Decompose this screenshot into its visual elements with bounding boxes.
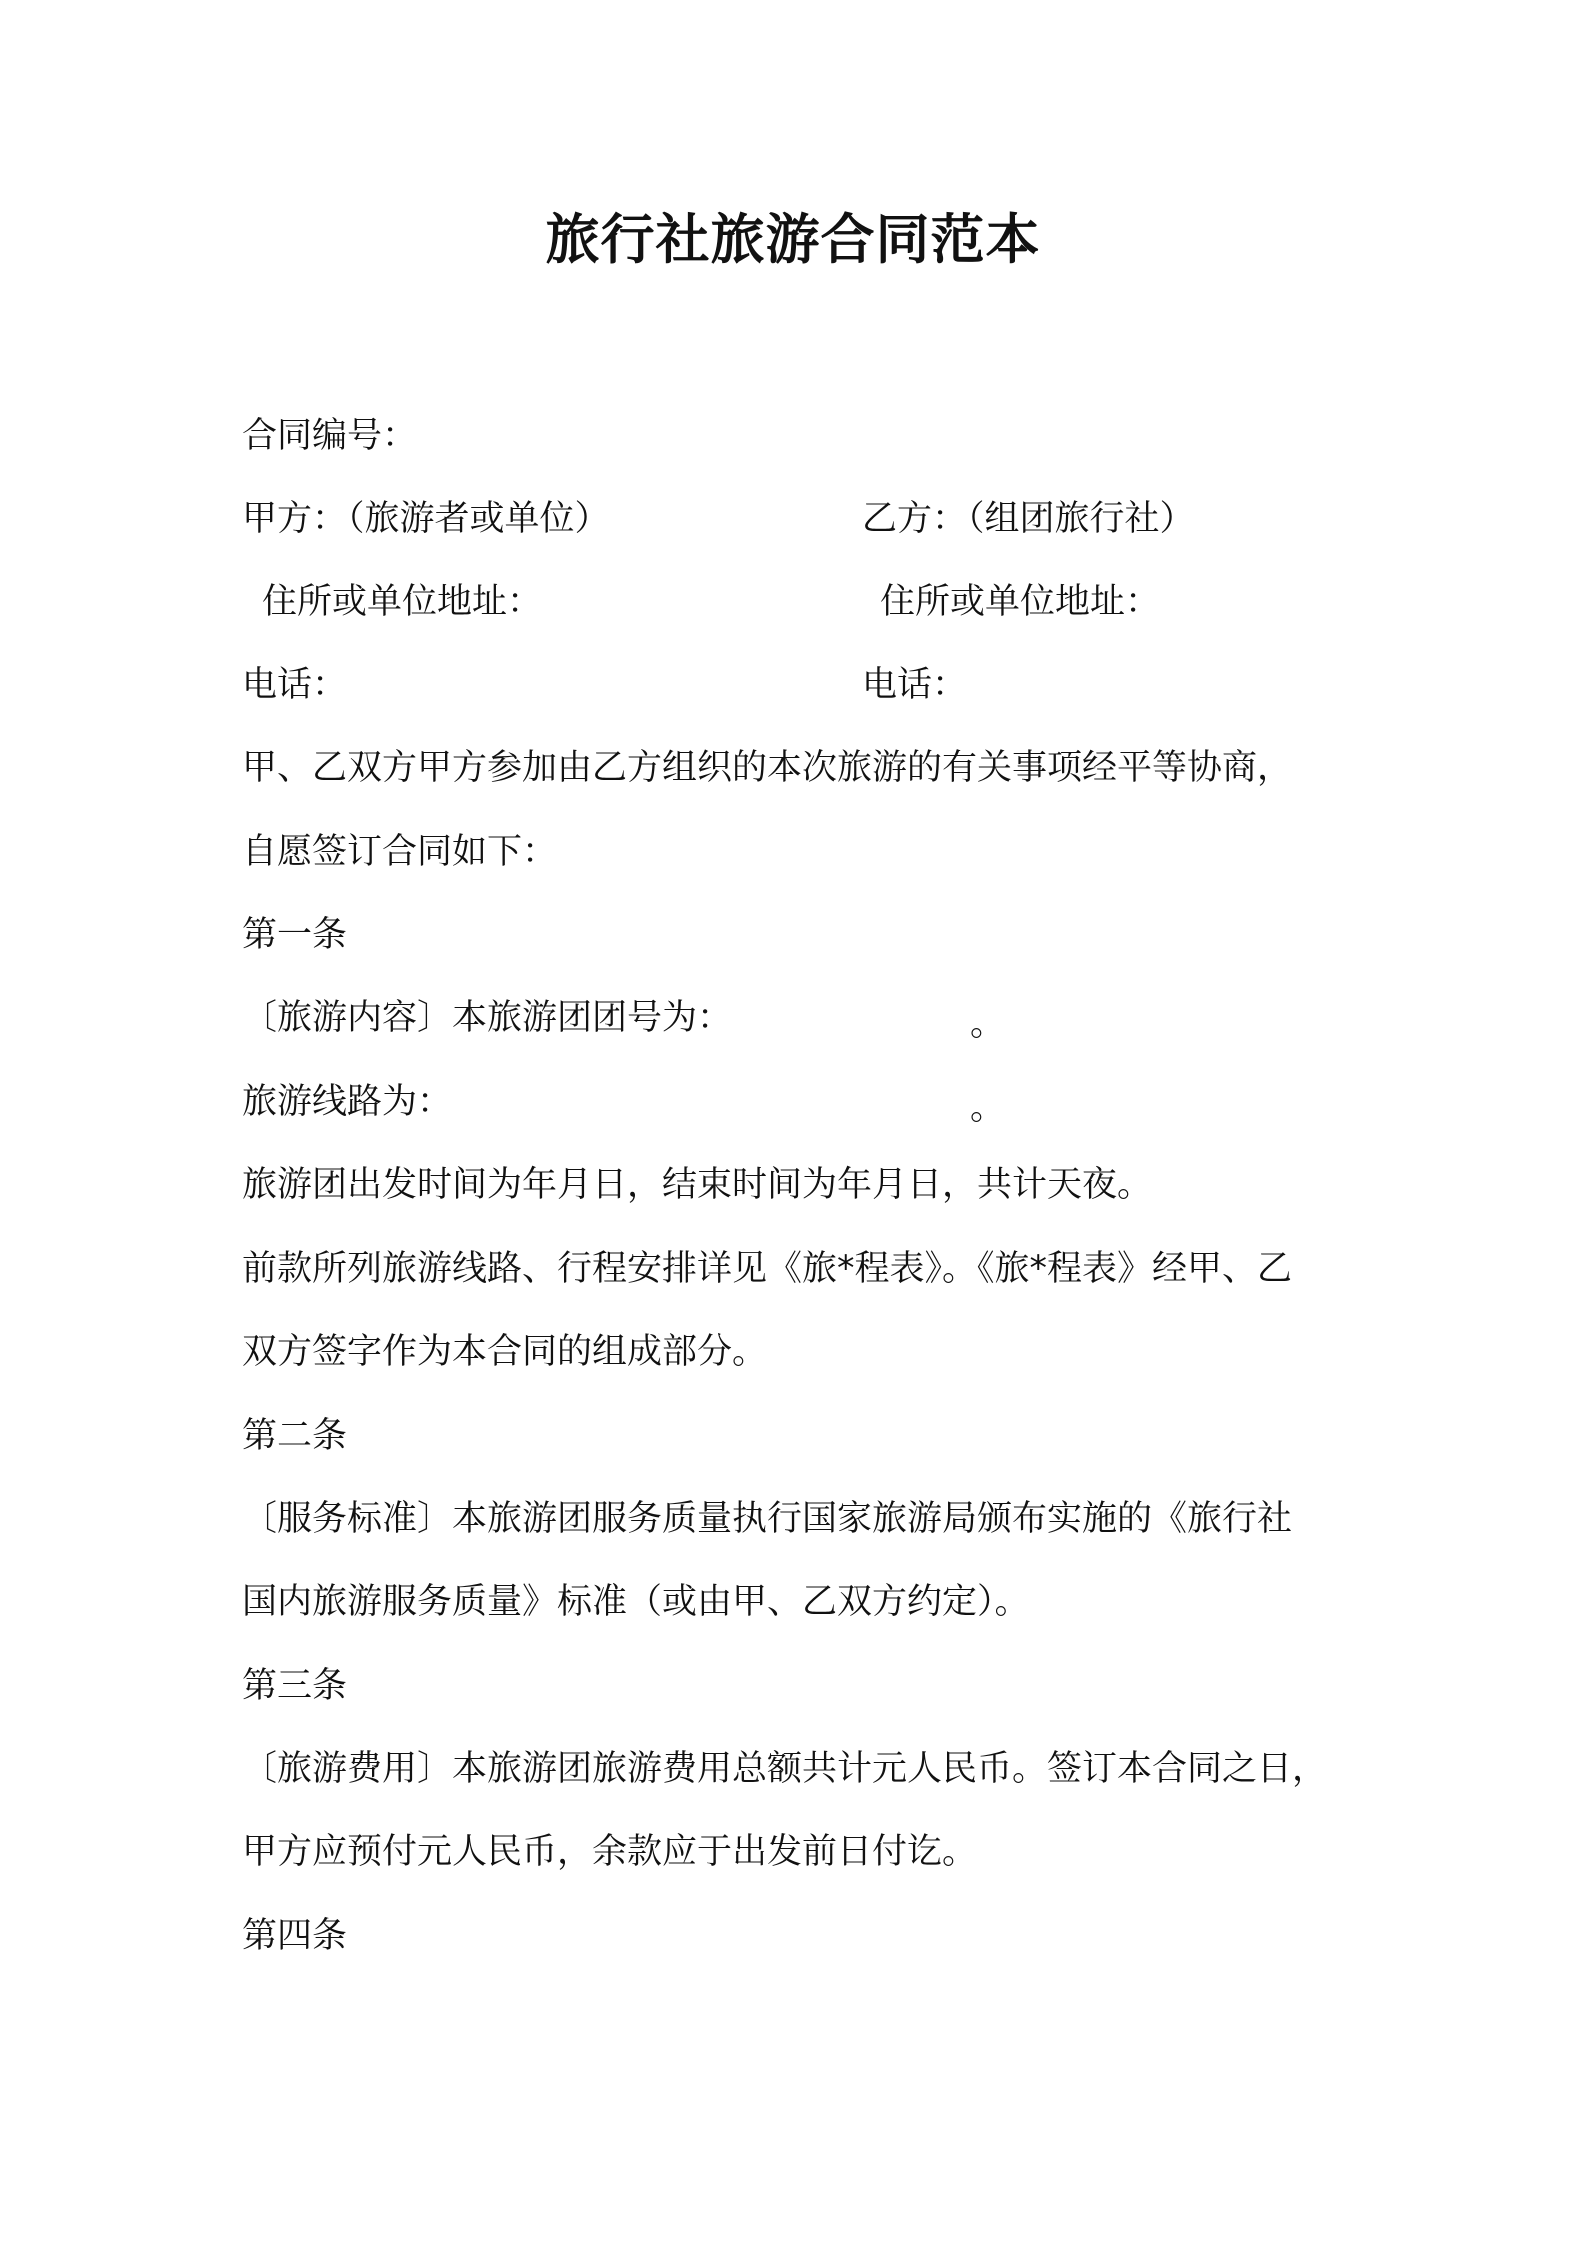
contract-number-label: 合同编号： [242, 416, 418, 456]
article-1-heading: 第一条 [242, 915, 348, 955]
article-2-line-1: 〔服务标准〕本旅游团服务质量执行国家旅游局颁布实施的《旅行社 [242, 1499, 1293, 1539]
article-1-line-2: 旅游线路为： [242, 1082, 453, 1122]
article-3-line-1: 〔旅游费用〕本旅游团旅游费用总额共计元人民币。签订本合同之日， [242, 1749, 1328, 1789]
party-b-address-label: 住所或单位地址： [880, 582, 1161, 622]
article-1-line-3: 旅游团出发时间为年月日，结束时间为年月日，共计天夜。 [242, 1165, 1153, 1205]
document-title: 旅行社旅游合同范本 [545, 208, 1041, 271]
article-3-line-2: 甲方应预付元人民币，余款应于出发前日付讫。 [242, 1832, 978, 1872]
article-1-dot-1: 。 [970, 1004, 1006, 1044]
party-a-address-label: 住所或单位地址： [262, 582, 543, 622]
article-1-dot-2: 。 [970, 1088, 1006, 1128]
party-a-label: 甲方：（旅游者或单位） [242, 499, 610, 539]
intro-line-1: 甲、乙双方甲方参加由乙方组织的本次旅游的有关事项经平等协商， [242, 748, 1293, 788]
article-3-heading: 第三条 [242, 1666, 348, 1706]
party-b-phone-label: 电话： [862, 665, 968, 705]
article-4-heading: 第四条 [242, 1916, 348, 1956]
article-2-line-2: 国内旅游服务质量》标准（或由甲、乙双方约定）。 [242, 1582, 1030, 1622]
article-1-line-1: 〔旅游内容〕本旅游团团号为： [242, 998, 733, 1038]
party-b-label: 乙方：（组团旅行社） [862, 499, 1195, 539]
article-2-heading: 第二条 [242, 1416, 348, 1456]
party-a-phone-label: 电话： [242, 665, 348, 705]
article-1-line-5: 双方签字作为本合同的组成部分。 [242, 1332, 768, 1372]
intro-line-2: 自愿签订合同如下： [242, 832, 558, 872]
article-1-line-4: 前款所列旅游线路、行程安排详见《旅*程表》。《旅*程表》经甲、乙 [242, 1249, 1293, 1289]
